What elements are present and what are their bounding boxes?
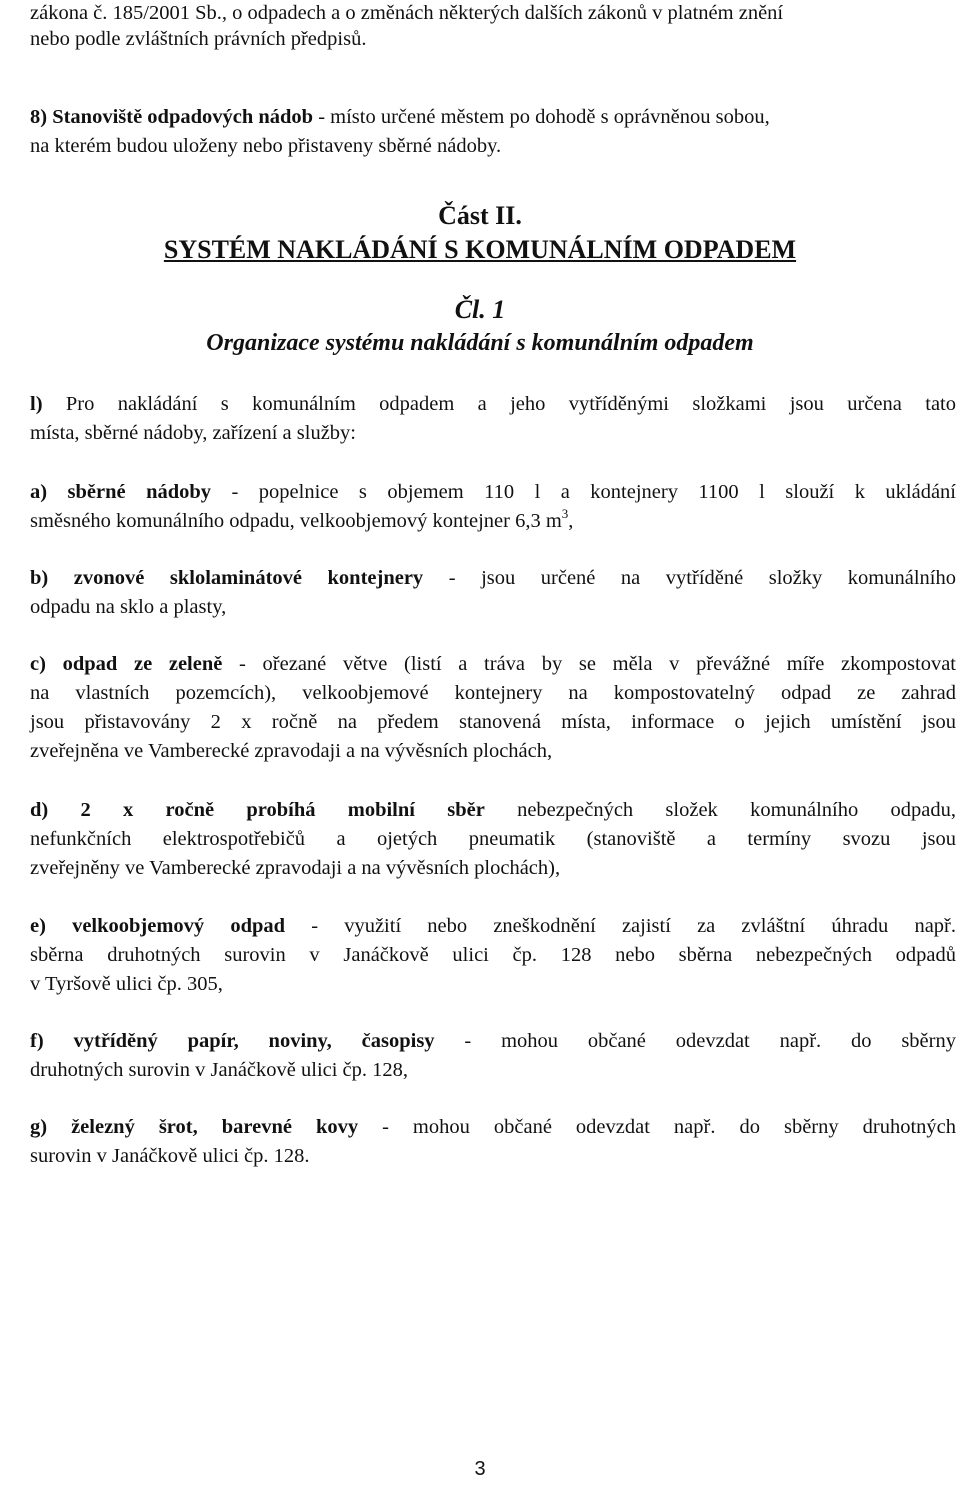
- item-c-heading: c) odpad ze zeleně: [30, 653, 223, 675]
- item-c-line-3: jsou přistavovány 2 x ročně na předem stanovená místa, informace o jejich umístění jsou: [30, 711, 956, 733]
- intro-line-1: zákona č. 185/2001 Sb., o odpadech a o změnách některých dalších zákonů v platném znění: [30, 2, 784, 24]
- item-a-text: - popelnice s objemem 110 l a kontejnery 1100 l slouží k ukládání: [211, 481, 956, 503]
- part-title: Část II.: [438, 201, 522, 230]
- item-e-line-2: sběrna druhotných surovin v Janáčkově ulici čp. 128 nebo sběrna nebezpečných odpadů: [30, 944, 956, 966]
- item-a-heading: a) sběrné nádoby: [30, 481, 212, 503]
- item-f-heading: f) vytříděný papír, noviny, časopisy: [30, 1030, 435, 1052]
- item-g-text: - mohou občané odevzdat např. do sběrny druhotných: [358, 1116, 956, 1138]
- article-title: Organizace systému nakládání s komunálním odpadem: [206, 330, 754, 356]
- item-g-heading: g) železný šrot, barevné kovy: [30, 1116, 359, 1138]
- item-g-line-2: surovin v Janáčkově ulici čp. 128.: [30, 1145, 310, 1167]
- item-b-heading: b) zvonové sklolaminátové kontejnery: [30, 567, 424, 589]
- item-d-line-1: [30, 797, 956, 823]
- para-l-text: Pro nakládání s komunálním odpadem a jeho vytříděnými složkami jsou určena tato: [42, 393, 956, 415]
- item-c-text: - ořezané větve (listí a tráva by se měla v převážné míře zkompostovat: [222, 653, 956, 675]
- item-8-text: - místo určené městem po dohodě s oprávněnou sobou,: [313, 106, 770, 128]
- item-e-text: - využití nebo zneškodnění zajistí za zvláštní úhradu např.: [285, 915, 956, 937]
- item-c-line-1: [30, 651, 956, 677]
- item-a-line-1: [30, 479, 956, 505]
- item-d-line-3: zveřejněny ve Vamberecké zpravodaji a na vývěsních plochách),: [30, 857, 561, 879]
- intro-line-2: nebo podle zvláštních právních předpisů.: [30, 28, 367, 50]
- para-l-line-2: místa, sběrné nádoby, zařízení a služby:: [30, 422, 356, 444]
- page-number: 3: [474, 1458, 486, 1480]
- item-f-text: - mohou občané odevzdat např. do sběrny: [434, 1030, 956, 1052]
- item-b-line-2: odpadu na sklo a plasty,: [30, 596, 227, 618]
- item-d-line-2: nefunkčních elektrospotřebičů a ojetých pneumatik (stanoviště a termíny svozu jsou: [30, 828, 956, 850]
- item-b-text: - jsou určené na vytříděné složky komunálního: [423, 567, 956, 589]
- item-g-line-1: [30, 1114, 956, 1140]
- item-f-line-2: druhotných surovin v Janáčkově ulici čp. 128,: [30, 1059, 409, 1081]
- item-e-line-3: v Tyršově ulici čp. 305,: [30, 973, 223, 995]
- item-c-line-4: zveřejněna ve Vamberecké zpravodaji a na vývěsních plochách,: [30, 740, 553, 762]
- para-l-line-1: [30, 391, 956, 417]
- item-c-line-2: na vlastních pozemcích), velkoobjemové kontejnery na kompostovatelný odpad ze zahrad: [30, 682, 956, 704]
- part-subtitle: SYSTÉM NAKLÁDÁNÍ S KOMUNÁLNÍM ODPADEM: [163, 235, 797, 264]
- item-f-line-1: [30, 1028, 956, 1054]
- item-a-line-2-end: ,: [568, 510, 574, 532]
- item-a-superscript: 3: [561, 506, 569, 521]
- item-d-heading: d) 2 x ročně probíhá mobilní sběr: [30, 799, 485, 821]
- item-8-line-1: [30, 104, 770, 130]
- item-d-text: nebezpečných složek komunálního odpadu,: [484, 799, 956, 821]
- item-b-line-1: [30, 565, 956, 591]
- item-a-line-2: [30, 508, 573, 534]
- item-a-line-2-text: směsného komunálního odpadu, velkoobjemový kontejner 6,3 m: [30, 510, 562, 532]
- para-l-label: l): [30, 393, 43, 415]
- article-number: Čl. 1: [454, 295, 506, 324]
- item-e-line-1: [30, 913, 956, 939]
- item-8-line-2: na kterém budou uloženy nebo přistaveny sběrné nádoby.: [30, 135, 502, 157]
- item-e-heading: e) velkoobjemový odpad: [30, 915, 286, 937]
- item-8-heading: 8) Stanoviště odpadových nádob: [30, 106, 314, 128]
